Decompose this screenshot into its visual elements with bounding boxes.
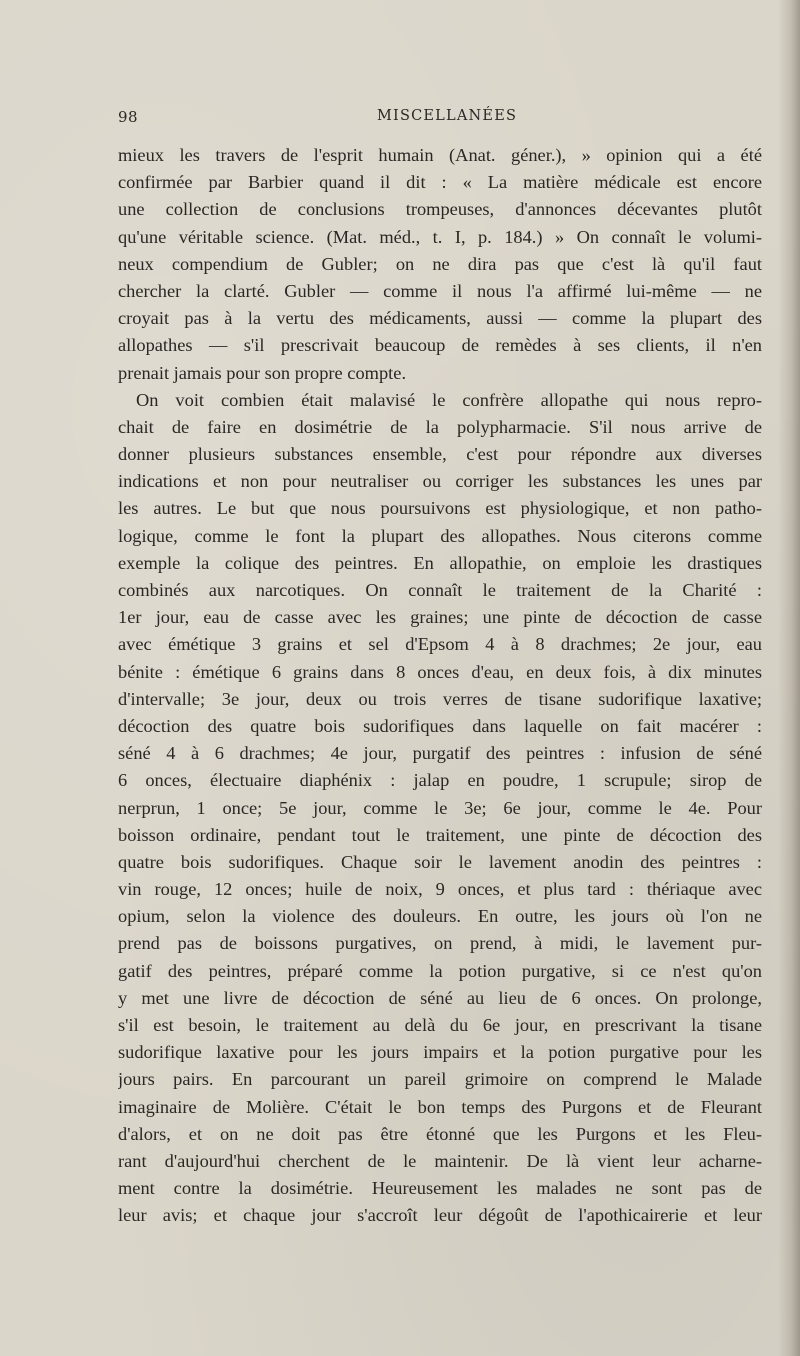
body-text <box>118 142 762 1230</box>
text-line: imaginaire de Molière. C'était le bon temps des Purgons et de Fleurant <box>118 1096 762 1117</box>
text-line: prenait jamais pour son propre compte. <box>118 362 407 383</box>
text-line: exemple la colique des peintres. En allopathie, on emploie les drastiques <box>118 552 762 573</box>
text-line: 1er jour, eau de casse avec les graines; une pinte de décoction de casse <box>118 607 762 628</box>
text-line: bénite : émétique 6 grains dans 8 onces d'eau, en deux fois, à dix minutes <box>118 661 762 682</box>
text-line: jours pairs. En parcourant un pareil grimoire on comprend le Malade <box>118 1069 762 1090</box>
text-line: chercher la clarté. Gubler — comme il nous l'a affirmé lui-même — ne <box>118 280 762 301</box>
text-line: On voit combien était malavisé le confrère allopathe qui nous repro- <box>136 389 762 410</box>
text-line: séné 4 à 6 drachmes; 4e jour, purgatif des peintres : infusion de séné <box>118 743 762 764</box>
section-title: MISCELLANÉES <box>377 108 518 124</box>
text-line: sudorifique laxative pour les jours impairs et la potion purgative pour les <box>118 1042 762 1063</box>
text-line: opium, selon la violence des douleurs. En outre, les jours où l'on ne <box>118 906 762 927</box>
text-line: vin rouge, 12 onces; huile de noix, 9 onces, et plus tard : thériaque avec <box>118 879 762 900</box>
text-line: neux compendium de Gubler; on ne dira pas que c'est là qu'il faut <box>118 253 762 274</box>
page-number: 98 <box>118 108 139 126</box>
text-line: les autres. Le but que nous poursuivons est physiologique, et non patho- <box>118 498 762 519</box>
text-line: d'intervalle; 3e jour, deux ou trois verres de tisane sudorifique laxative; <box>118 688 762 709</box>
text-line: d'alors, et on ne doit pas être étonné que les Purgons et les Fleu- <box>118 1123 762 1144</box>
text-line: gatif des peintres, préparé comme la potion purgative, si ce n'est qu'on <box>118 960 762 981</box>
text-line: combinés aux narcotiques. On connaît le traitement de la Charité : <box>118 580 762 600</box>
running-header <box>118 108 762 130</box>
text-line: s'il est besoin, le traitement au delà du 6e jour, en prescrivant la tisane <box>118 1015 762 1035</box>
text-line: 6 onces, électuaire diaphénix : jalap en poudre, 1 scrupule; sirop de <box>118 770 762 791</box>
text-line: logique, comme le font la plupart des allopathes. Nous citerons comme <box>118 525 762 546</box>
text-line: chait de faire en dosimétrie de la polypharmacie. S'il nous arrive de <box>118 416 762 437</box>
text-line: donner plusieurs substances ensemble, c'est pour répondre aux diverses <box>118 444 762 465</box>
text-line: qu'une véritable science. (Mat. méd., t. I, p. 184.) » On connaît le volumi- <box>118 226 762 247</box>
text-line: leur avis; et chaque jour s'accroît leur dégoût de l'apothicairerie et leur <box>118 1205 762 1226</box>
text-line: prend pas de boissons purgatives, on prend, à midi, le lavement pur- <box>118 933 762 954</box>
text-line: nerprun, 1 once; 5e jour, comme le 3e; 6e jour, comme le 4e. Pour <box>118 797 762 818</box>
text-line: une collection de conclusions trompeuses, d'annonces décevantes plutôt <box>118 199 762 220</box>
text-line: allopathes — s'il prescrivait beaucoup de remèdes à ses clients, il n'en <box>118 335 762 356</box>
text-line: indications et non pour neutraliser ou corriger les substances les unes par <box>118 471 762 492</box>
text-line: mieux les travers de l'esprit humain (Anat. géner.), » opinion qui a été <box>118 145 762 165</box>
text-line: boisson ordinaire, pendant tout le traitement, une pinte de décoction des <box>118 824 762 845</box>
text-line: décoction des quatre bois sudorifiques dans laquelle on fait macérer : <box>118 715 762 736</box>
text-line: rant d'aujourd'hui cherchent de le maintenir. De là vient leur acharne- <box>118 1150 762 1171</box>
text-line: confirmée par Barbier quand il dit : « La matière médicale est encore <box>118 172 762 193</box>
text-line: y met une livre de décoction de séné au lieu de 6 onces. On prolonge, <box>118 987 762 1008</box>
text-line: avec émétique 3 grains et sel d'Epsom 4 à 8 drachmes; 2e jour, eau <box>118 634 762 655</box>
page-edge-shadow <box>778 0 800 1356</box>
text-line: ment contre la dosimétrie. Heureusement les malades ne sont pas de <box>118 1178 762 1199</box>
text-line: quatre bois sudorifiques. Chaque soir le lavement anodin des peintres : <box>118 851 762 872</box>
text-line: croyait pas à la vertu des médicaments, aussi — comme la plupart des <box>118 308 762 329</box>
